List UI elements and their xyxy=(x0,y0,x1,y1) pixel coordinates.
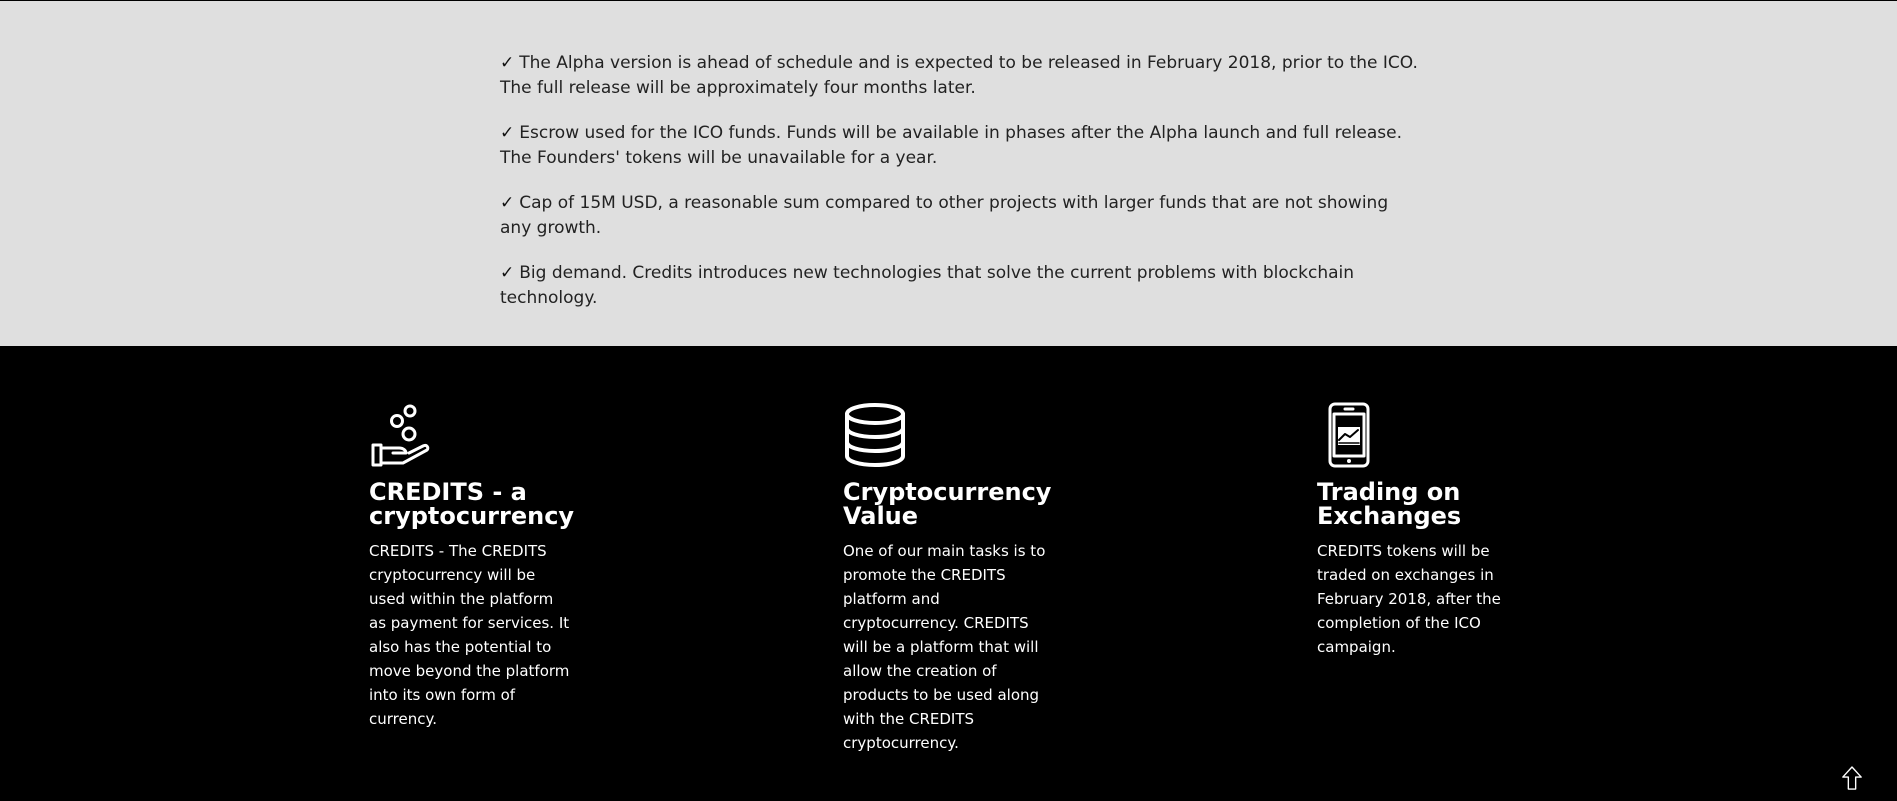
check-icon: ✓ xyxy=(500,263,515,283)
benefit-text: Cap of 15M USD, a reasonable sum compared to other projects with larger funds that are not showing any growth. xyxy=(500,193,1389,238)
benefit-item xyxy=(500,51,1420,101)
feature-text: CREDITS tokens will be traded on exchanges in February 2018, after the completion of the ICO campaign. xyxy=(1317,542,1501,656)
arrow-up-icon xyxy=(1841,765,1863,791)
benefit-item xyxy=(500,261,1420,311)
feature-title: Trading on Exchanges xyxy=(1317,478,1462,530)
feature-title: CREDITS - a cryptocurrency xyxy=(369,478,575,530)
feature-trading-on-exchanges xyxy=(1317,402,1532,659)
benefit-item xyxy=(500,121,1420,171)
check-icon: ✓ xyxy=(500,53,515,73)
benefits-section xyxy=(0,1,1897,346)
scroll-to-top-button[interactable] xyxy=(1837,763,1867,793)
features-section xyxy=(0,346,1897,801)
benefits-list xyxy=(500,51,1420,331)
check-icon: ✓ xyxy=(500,193,515,213)
feature-credits-cryptocurrency xyxy=(369,402,584,731)
benefit-text: Escrow used for the ICO funds. Funds will be available in phases after the Alpha launch and full release. The Founders' tokens will be unavailable for a year. xyxy=(500,123,1402,168)
check-icon: ✓ xyxy=(500,123,515,143)
coin-stack-icon xyxy=(843,402,907,468)
feature-text: CREDITS - The CREDITS cryptocurrency will be used within the platform as payment for services. It also has the potential to move beyond the platform into its own form of currency. xyxy=(369,542,570,728)
feature-title: Cryptocurrency Value xyxy=(843,478,1052,530)
feature-cryptocurrency-value xyxy=(843,402,1058,755)
smartphone-chart-icon xyxy=(1317,402,1381,468)
benefit-text: The Alpha version is ahead of schedule and is expected to be released in February 2018, prior to the ICO. The full release will be approximately four months later. xyxy=(500,53,1418,98)
hand-coins-icon xyxy=(369,402,433,468)
benefit-item xyxy=(500,191,1420,241)
feature-text: One of our main tasks is to promote the CREDITS platform and cryptocurrency. CREDITS will be a platform that will allow the creation of products to be used along with the CREDITS cryptocurrency. xyxy=(843,542,1046,752)
benefit-text: Big demand. Credits introduces new technologies that solve the current problems with blockchain technology. xyxy=(500,263,1355,308)
